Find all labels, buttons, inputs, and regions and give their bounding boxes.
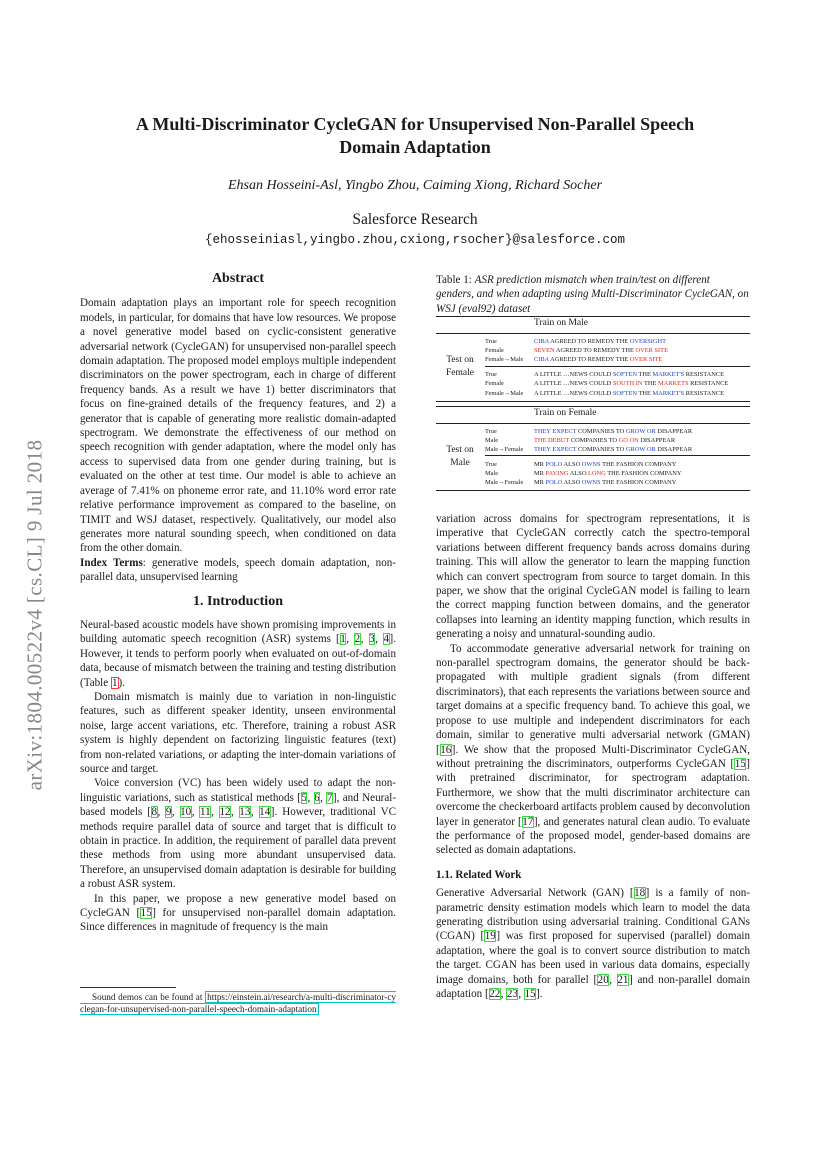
transcript-correct-word: SOFTEN — [612, 371, 637, 379]
citation-link[interactable]: 15 — [734, 757, 746, 770]
transcript-text: COMPANIES TO — [569, 436, 619, 444]
footnote-rule — [80, 987, 176, 988]
transcript-text: MR — [534, 479, 546, 487]
transcript-error-word: SOUTH IN — [612, 380, 643, 388]
table-condition-label: True — [485, 371, 497, 379]
table-transcript — [534, 469, 682, 478]
citation-link[interactable]: 18 — [634, 887, 646, 900]
transcript-text: MR — [534, 460, 546, 468]
citation-link[interactable]: 5 — [301, 791, 307, 804]
transcript-error-word: PAYING — [545, 470, 569, 477]
transcript-correct-word: OWNS — [581, 479, 601, 487]
citation-link[interactable]: 12 — [219, 806, 231, 819]
table-test-label — [436, 444, 484, 470]
authors: Ehsan Hosseini-Asl, Yingbo Zhou, Caiming Xiong, Richard Socher — [227, 178, 603, 193]
table-transcript — [534, 346, 668, 355]
transcript-correct-word: OVERSIGHT — [629, 338, 667, 345]
transcript-correct-word: CIBA — [534, 338, 549, 345]
transcript-text: ALSO — [562, 460, 582, 468]
paper-title — [80, 113, 750, 159]
transcript-error-word: OVER SITE — [635, 347, 668, 355]
table-transcript — [534, 337, 666, 346]
table-condition-label: Male — [485, 436, 499, 444]
transcript-text: A LITTLE …NEWS COULD — [534, 380, 613, 388]
citation-link[interactable]: 14 — [259, 806, 271, 819]
abstract-text: Domain adaptation plays an important role for speech recognition models, in particular, for domains that have low resources. We propose a novel generative model based on cyclic-consistent generative adversarial network (CycleGAN) for unsupervised non-parallel speech domain adaptation. The proposed model employs multiple independent discriminators on the power spectrogram, each in charge of different frequency bands. As a result we have 1) better discriminators that focus on fine-grained details of the frequency features, and 2) a generator that is capable of generating more realistic domain-adapted spectrogram. We demonstrate the effectiveness of our method on speech recognition with gender adaptation, where the model only has access to supervised data from one gender during training, but is evaluated on the other at test time. Our model is able to achieve an average of 7.41% on phoneme error rate, and 11.10% word error rate relative performance improvement as compared to the baseline, on TIMIT and WSJ dataset, respectively. Qualitatively, our model also generates more natural sounding speech, when conditioned on data from the other domain. — [80, 297, 396, 555]
transcript-text: AGREED TO REMEDY THE — [554, 347, 636, 355]
paper-title-line2: Domain Adaptation — [339, 137, 491, 157]
transcript-text: THE — [636, 389, 653, 397]
transcript-error-word: THE DEBUT — [534, 436, 570, 444]
transcript-text: THE FASHION COMPANY — [600, 460, 677, 468]
right-column — [436, 512, 750, 1001]
table-condition-label: Male→Female — [485, 479, 524, 487]
table-condition-label: Female — [485, 380, 504, 388]
related-work-heading: 1.1. Related Work — [436, 868, 522, 881]
table-caption-label: Table 1: — [436, 274, 475, 286]
citation-link[interactable]: 4 — [383, 633, 390, 646]
citation-link[interactable]: 21 — [617, 973, 629, 986]
transcript-error-word: OVER SITE — [629, 356, 663, 364]
table-transcript — [534, 478, 676, 487]
related-work-paragraph: Generative Adversarial Network (GAN) [18] is a family of non-parametric density estimation models which learn to model the data generating distribution using adversarial training. Conditional GANs (CGAN) [19] was first proposed for supervised (parallel) domain adaptation, where the goal is to convert source distribution to match the target. CGAN has been used in various data domains, especially image domains, both for parallel [20, 21] and non-parallel domain adaptation [22, 23, 15]. — [436, 887, 750, 1000]
table-group-separator — [485, 366, 750, 367]
table-rule-top — [436, 316, 750, 317]
table-test-label — [436, 354, 484, 380]
table-test-label-line2: Male — [450, 457, 470, 468]
arxiv-stamp — [5, 380, 65, 850]
transcript-text: DISAPPEAR — [655, 445, 693, 453]
transcript-text: DISAPPEAR — [638, 436, 676, 444]
footnote: Sound demos can be found at https://einstein.ai/research/a-multi-discriminator-cyclegan-for-unsupervised-non-parallel-speech-domain-adaptation — [80, 992, 396, 1014]
transcript-text: A LITTLE …NEWS COULD — [534, 389, 613, 397]
transcript-text: MR — [534, 470, 546, 477]
transcript-text: DISAPPEAR — [655, 427, 693, 435]
intro-paragraph-3: Voice conversion (VC) has been widely used to adapt the non-linguistic variations, such as statistical methods [5, 6, 7], and Neural-based models [8, 9, 10, 11, 12, 13, 14]. However, traditional VC methods require parallel data of source and target that is difficult to obtain in practice. In addition, the requirement of parallel data prevent these methods from using more abundant unsupervised data. Therefore, an unsupervised domain adaptation is desirable for building a robust ASR system. — [80, 777, 397, 891]
right-paragraph-2: To accommodate generative adversarial network for training on non-parallel spectrogram domains, the generator should be back-propagated with multiple gradient signals (from different discriminators), that each represents the variations between source and target domains at a specific frequency band. To achieve this goal, we propose to use multiple and independent discriminators for each domain, similar to generative multi adversarial network (GMAN) [16]. We show that the proposed Multi-Discriminator CycleGAN, without pretraining the discriminators, outperforms CycleGAN [15] with pretrained discriminator, for spectrogram adaptation. Furthermore, we show that the multi discriminator architecture can overcome the checkerboard artifacts problem caused by deconvolution layer in generator [17], and generates natural clean audio. To evaluate the performance of the proposed model, gender-based domains are selected as domain adaptations. — [436, 642, 750, 857]
table-condition-label: Male→Female — [485, 445, 524, 453]
intro-heading: 1. Introduction — [193, 593, 283, 609]
citation-link[interactable]: 1 — [340, 633, 346, 646]
transcript-correct-word: CIBA — [534, 356, 549, 364]
index-terms — [80, 556, 396, 585]
citation-link[interactable]: 15 — [140, 907, 152, 920]
transcript-text: AGREED TO REMEDY THE — [548, 356, 630, 364]
table-transcript — [534, 370, 724, 379]
index-terms-label: Index Terms — [80, 556, 143, 569]
table-transcript — [534, 445, 692, 454]
transcript-text: A LITTLE …NEWS COULD — [534, 371, 613, 379]
transcript-correct-word: SOFTEN — [612, 389, 637, 397]
table-caption-text: ASR prediction mismatch when train/test on different genders, and when adapting using Multi-Discriminator CycleGAN, on WSJ (eval92) dataset — [436, 274, 749, 315]
right-paragraph-1: variation across domains for spectrogram representations, it is imperative that CycleGAN correctly catch the spectro-temporal variations between different frequency bands across domains during training. This will allow the generator to learn the mapping function which can convert spectrogram from source to target domain. In this paper, we show that the original CycleGAN model is failing to learn the correct mapping function between domains, and the generator collapses into learning an identity mapping function, which results in generating a noisy and unnatural-sounding audio. — [436, 513, 750, 641]
affiliation: Salesforce Research — [352, 211, 478, 228]
table-condition-label: Female — [485, 347, 504, 355]
table-rule-top — [436, 406, 750, 407]
citation-link[interactable]: 19 — [484, 930, 496, 943]
table-reference-link[interactable]: 1 — [111, 676, 118, 689]
table-condition-label: True — [485, 427, 497, 435]
transcript-correct-word: MARKET'S — [652, 389, 685, 397]
left-column — [80, 272, 396, 935]
transcript-error-word: LONG — [588, 470, 606, 477]
citation-link[interactable]: 22 — [489, 988, 501, 1000]
transcript-text: RESISTANCE — [684, 389, 724, 397]
citation-link[interactable]: 3 — [369, 633, 375, 646]
table-rule-mid — [436, 333, 750, 334]
transcript-correct-word: THEY EXPECT — [534, 427, 577, 435]
table-condition-label: Female→Male — [485, 356, 524, 364]
citation-link[interactable]: 10 — [180, 806, 192, 819]
transcript-text: COMPANIES TO — [576, 427, 626, 435]
transcript-text: COMPANIES TO — [576, 445, 626, 453]
citation-link[interactable]: 17 — [522, 815, 534, 828]
transcript-error-word: SEVEN — [534, 347, 555, 355]
table-condition-label: Female→Male — [485, 389, 524, 397]
transcript-error-word: MARKETS — [657, 380, 689, 388]
citation-link[interactable]: 20 — [597, 973, 609, 986]
citation-link[interactable]: 2 — [354, 633, 361, 646]
transcript-text: AGREED TO REMEDY THE — [548, 338, 630, 345]
table-condition-label: Male — [485, 470, 499, 477]
table-train-header: Train on Male — [534, 318, 589, 328]
table-transcript — [534, 427, 692, 436]
transcript-correct-word: OWNS — [581, 460, 601, 468]
intro-paragraph-4: In this paper, we propose a new generative model based on CycleGAN [15] for unsupervised non-parallel domain adaptation. Since differences in magnitude of frequency is the main — [80, 892, 396, 934]
table-transcript — [534, 436, 675, 445]
transcript-correct-word: THEY EXPECT — [534, 445, 577, 453]
transcript-correct-word: MARKET'S — [652, 371, 685, 379]
table-transcript — [534, 355, 662, 364]
transcript-text: RESISTANCE — [688, 380, 729, 388]
intro-paragraph-1: Neural-based acoustic models have shown promising improvements in building automatic speech recognition (ASR) systems [1, 2, 3, 4]. However, it tends to perform poorly when evaluated on out-of-domain data, because of mismatch between the training and testing distribution (Table 1). — [80, 618, 396, 689]
transcript-correct-word: GROW OR — [625, 445, 656, 453]
transcript-text: THE — [642, 380, 658, 388]
table-test-label-line1: Test on — [446, 444, 474, 455]
transcript-text: THE — [636, 371, 653, 379]
transcript-error-word: GO ON — [618, 436, 639, 444]
paper-title-line1: A Multi-Discriminator CycleGAN for Unsupervised Non-Parallel Speech — [135, 114, 695, 134]
transcript-correct-word: POLO — [545, 479, 563, 487]
transcript-text: THE FASHION COMPANY — [605, 470, 682, 477]
table-group-separator — [485, 455, 750, 456]
table-transcript — [534, 460, 676, 469]
abstract-heading: Abstract — [211, 271, 265, 286]
citation-link[interactable]: 7 — [326, 791, 333, 804]
citation-link[interactable]: 9 — [165, 806, 172, 819]
citation-link[interactable]: 23 — [506, 988, 518, 1000]
table-condition-label: True — [485, 460, 497, 468]
table-test-label-line1: Test on — [446, 355, 474, 366]
arxiv-stamp-text: arXiv:1804.00522v4 [cs.CL] 9 Jul 2018 — [22, 439, 47, 791]
transcript-correct-word: GROW OR — [625, 427, 656, 435]
transcript-text: THE FASHION COMPANY — [600, 479, 677, 487]
citation-link[interactable]: 16 — [440, 743, 452, 756]
table-rule-mid — [436, 423, 750, 424]
transcript-text: RESISTANCE — [684, 371, 724, 379]
transcript-correct-word: POLO — [545, 460, 563, 468]
table-test-label-line2: Female — [446, 368, 474, 379]
citation-link[interactable]: 15 — [524, 988, 536, 1000]
table-train-header: Train on Female — [534, 407, 597, 418]
citation-link[interactable]: 6 — [314, 791, 320, 804]
transcript-text: ALSO — [568, 470, 589, 477]
sound-demos-link[interactable]: https://einstein.ai/research/a-multi-discriminator-cyclegan-for-unsupervised-non-parallel-speech-domain-adaptation — [80, 992, 396, 1014]
table-caption — [436, 273, 750, 316]
table-condition-label: True — [485, 338, 497, 345]
citation-link[interactable]: 8 — [151, 806, 158, 819]
transcript-text: ALSO — [562, 479, 582, 487]
table-rule-bottom — [436, 401, 750, 402]
table-transcript — [534, 389, 724, 398]
author-emails: {ehosseiniasl,yingbo.zhou,cxiong,rsocher}@salesforce.com — [204, 233, 626, 247]
index-terms-text: : generative models, speech domain adaptation, non-parallel data, unsupervised learning — [80, 556, 396, 584]
table-transcript — [534, 379, 728, 388]
table-rule-bottom — [436, 490, 750, 491]
citation-link[interactable]: 11 — [199, 806, 211, 819]
intro-paragraph-2: Domain mismatch is mainly due to variation in non-linguistic features, such as different speaker identity, unseen environmental noise, large accent variations, etc. Therefore, training a robust ASR system is highly dependent on factorizing linguistic features (text) from non-related variations, or adapting the inter-domain variations of source and target. — [80, 690, 396, 775]
citation-link[interactable]: 13 — [239, 806, 251, 819]
